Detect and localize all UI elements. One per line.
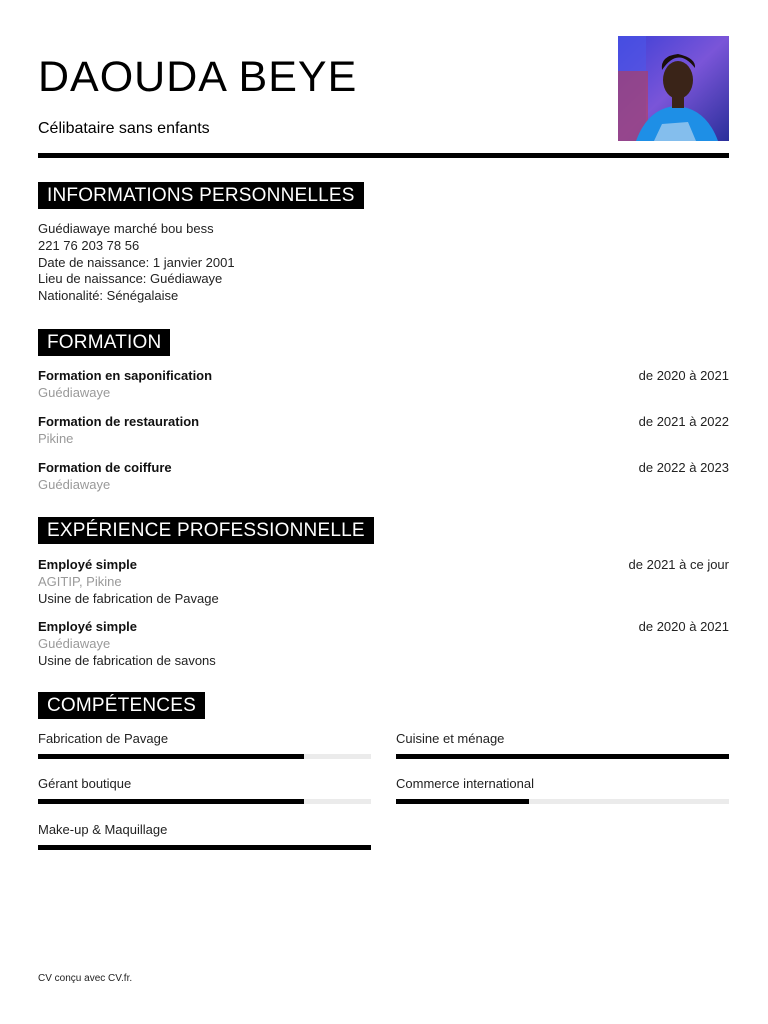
education-dates: de 2022 à 2023 <box>638 460 729 475</box>
candidate-name: DAOUDA BEYE <box>38 53 358 101</box>
education-title: Formation en saponification <box>38 368 213 383</box>
education-place: Guédiawaye <box>38 385 111 400</box>
birth-place: Lieu de naissance: Guédiawaye <box>38 271 223 287</box>
education-item <box>38 367 729 401</box>
experience-item <box>38 618 729 669</box>
education-item <box>38 413 729 447</box>
skill-level-bar <box>396 754 729 759</box>
education-dates: de 2021 à 2022 <box>638 414 729 429</box>
profile-photo <box>618 36 729 141</box>
skill-level-bar <box>38 754 371 759</box>
experience-place: Guédiawaye <box>38 636 111 651</box>
experience-place: AGITIP, Pikine <box>38 574 122 589</box>
experience-title: Employé simple <box>38 557 137 572</box>
education-title: Formation de restauration <box>38 414 200 429</box>
skill-level-fill <box>396 754 729 759</box>
address: Guédiawaye marché bou bess <box>38 221 214 236</box>
skill-item <box>396 731 729 747</box>
skill-level-fill <box>38 799 304 804</box>
footer-credit: CV conçu avec CV.fr. <box>38 973 133 984</box>
personal-info <box>38 221 235 305</box>
skill-level-fill <box>38 845 371 850</box>
skill-label: Commerce international <box>396 776 535 791</box>
skill-label: Fabrication de Pavage <box>38 731 169 746</box>
section-title-experience: EXPÉRIENCE PROFESSIONNELLE <box>38 517 374 544</box>
marital-status: Célibataire sans enfants <box>38 120 210 137</box>
experience-title: Employé simple <box>38 619 137 634</box>
section-title-personal: INFORMATIONS PERSONNELLES <box>38 182 364 209</box>
skill-level-fill <box>38 754 304 759</box>
section-title-skills: COMPÉTENCES <box>38 692 205 719</box>
education-dates: de 2020 à 2021 <box>638 368 729 383</box>
experience-item <box>38 556 729 607</box>
experience-description: Usine de fabrication de savons <box>38 653 216 668</box>
phone-number: 221 76 203 78 56 <box>38 237 140 253</box>
skill-level-bar <box>396 799 729 804</box>
experience-dates: de 2020 à 2021 <box>638 619 729 634</box>
skill-label: Make-up & Maquillage <box>38 822 168 837</box>
nationality: Nationalité: Sénégalaise <box>38 288 179 304</box>
education-item <box>38 459 729 493</box>
skill-level-bar <box>38 799 371 804</box>
skill-item <box>38 731 371 747</box>
skill-level-bar <box>38 845 371 850</box>
skill-item <box>38 776 371 792</box>
skill-level-fill <box>396 799 529 804</box>
header-divider <box>38 153 729 158</box>
birth-date: Date de naissance: 1 janvier 2001 <box>38 254 235 270</box>
education-place: Pikine <box>38 431 74 446</box>
experience-description: Usine de fabrication de Pavage <box>38 591 219 606</box>
skill-item <box>396 776 729 792</box>
education-title: Formation de coiffure <box>38 460 172 475</box>
experience-dates: de 2021 à ce jour <box>628 557 729 572</box>
education-place: Guédiawaye <box>38 477 111 492</box>
skill-label: Cuisine et ménage <box>396 731 505 746</box>
skill-item <box>38 822 371 838</box>
skill-label: Gérant boutique <box>38 776 132 791</box>
section-title-education: FORMATION <box>38 329 170 356</box>
